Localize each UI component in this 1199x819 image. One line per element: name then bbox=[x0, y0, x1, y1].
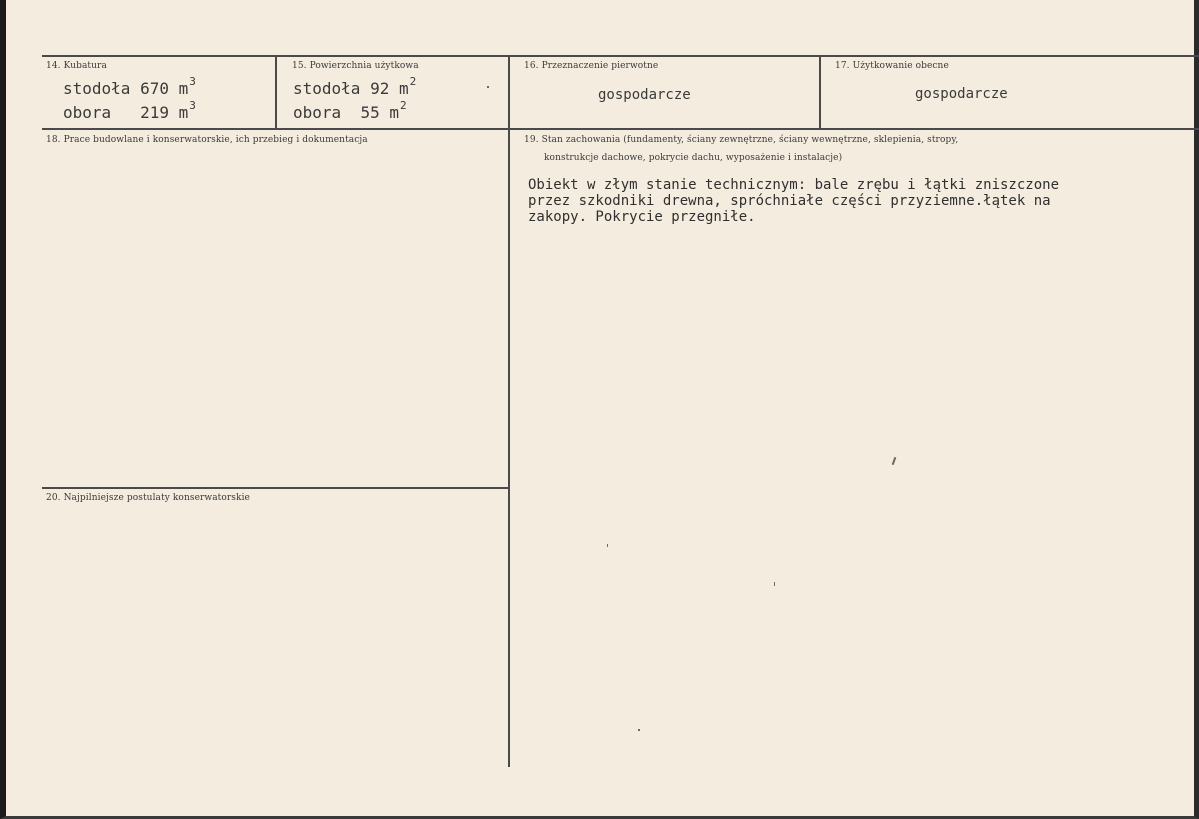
powierzchnia-row-1 bbox=[293, 75, 417, 98]
section-18-bottom-rule bbox=[42, 487, 509, 489]
condition-line-2: przez szkodniki drewna, spróchniałe części przyziemne.łątek na bbox=[528, 193, 1051, 209]
field-16-label: 16. Przeznaczenie pierwotne bbox=[524, 61, 659, 71]
field-20-label: 20. Najpilniejsze postulaty konserwatorskie bbox=[46, 493, 250, 503]
paper-speck bbox=[892, 457, 897, 465]
kubatura-row-1-value: 670 bbox=[140, 79, 169, 98]
field-19-label-line-2: konstrukcje dachowe, pokrycie dachu, wyposażenie i instalacje) bbox=[544, 153, 843, 163]
powierzchnia-row-2-value: 55 bbox=[360, 103, 380, 122]
kubatura-row-1 bbox=[63, 75, 196, 98]
kubatura-row-2-value: 219 bbox=[140, 103, 169, 122]
kubatura-row-2-name: obora bbox=[63, 103, 112, 122]
field-18-label: 18. Prace budowlane i konserwatorskie, ich przebieg i dokumentacja bbox=[46, 135, 368, 145]
paper-speck bbox=[607, 544, 608, 547]
powierzchnia-row-1-unit: m bbox=[398, 79, 409, 98]
powierzchnia-row-1-exp: 2 bbox=[409, 75, 417, 88]
kubatura-row-2-unit: m bbox=[178, 103, 189, 122]
divider-main bbox=[508, 55, 510, 767]
powierzchnia-row-2 bbox=[293, 99, 407, 122]
powierzchnia-row-1-value: 92 bbox=[370, 79, 390, 98]
przeznaczenie-value: gospodarcze bbox=[598, 87, 691, 103]
kubatura-row-1-unit: m bbox=[178, 79, 189, 98]
header-row-bottom-rule bbox=[42, 128, 1199, 130]
kubatura-row-2 bbox=[63, 99, 196, 122]
field-19-label-line-1: 19. Stan zachowania (fundamenty, ściany zewnętrzne, ściany wewnętrzne, sklepienia, stropy, bbox=[524, 135, 959, 145]
divider-16-17 bbox=[819, 55, 821, 129]
top-rule bbox=[42, 55, 1199, 57]
field-14-label: 14. Kubatura bbox=[46, 61, 107, 71]
paper-speck bbox=[774, 582, 775, 586]
field-17-label: 17. Użytkowanie obecne bbox=[835, 61, 949, 71]
kubatura-row-2-exp: 3 bbox=[189, 99, 196, 112]
condition-description bbox=[528, 177, 1168, 225]
powierzchnia-row-2-unit: m bbox=[389, 103, 399, 122]
uzytkowanie-value: gospodarcze bbox=[915, 86, 1008, 102]
powierzchnia-row-2-name: obora bbox=[293, 103, 342, 122]
condition-line-3: zakopy. Pokrycie przegniłe. bbox=[528, 209, 756, 225]
paper-speck bbox=[487, 86, 489, 88]
paper-speck bbox=[638, 729, 640, 731]
kubatura-row-1-name: stodoła bbox=[63, 79, 131, 98]
powierzchnia-row-1-name: stodoła bbox=[293, 79, 361, 98]
kubatura-row-1-exp: 3 bbox=[189, 75, 196, 88]
powierzchnia-row-2-exp: 2 bbox=[399, 99, 407, 112]
divider-14-15 bbox=[275, 55, 277, 129]
field-15-label: 15. Powierzchnia użytkowa bbox=[292, 61, 419, 71]
condition-line-1: Obiekt w złym stanie technicznym: bale zrębu i łątki zniszczone bbox=[528, 177, 1060, 193]
